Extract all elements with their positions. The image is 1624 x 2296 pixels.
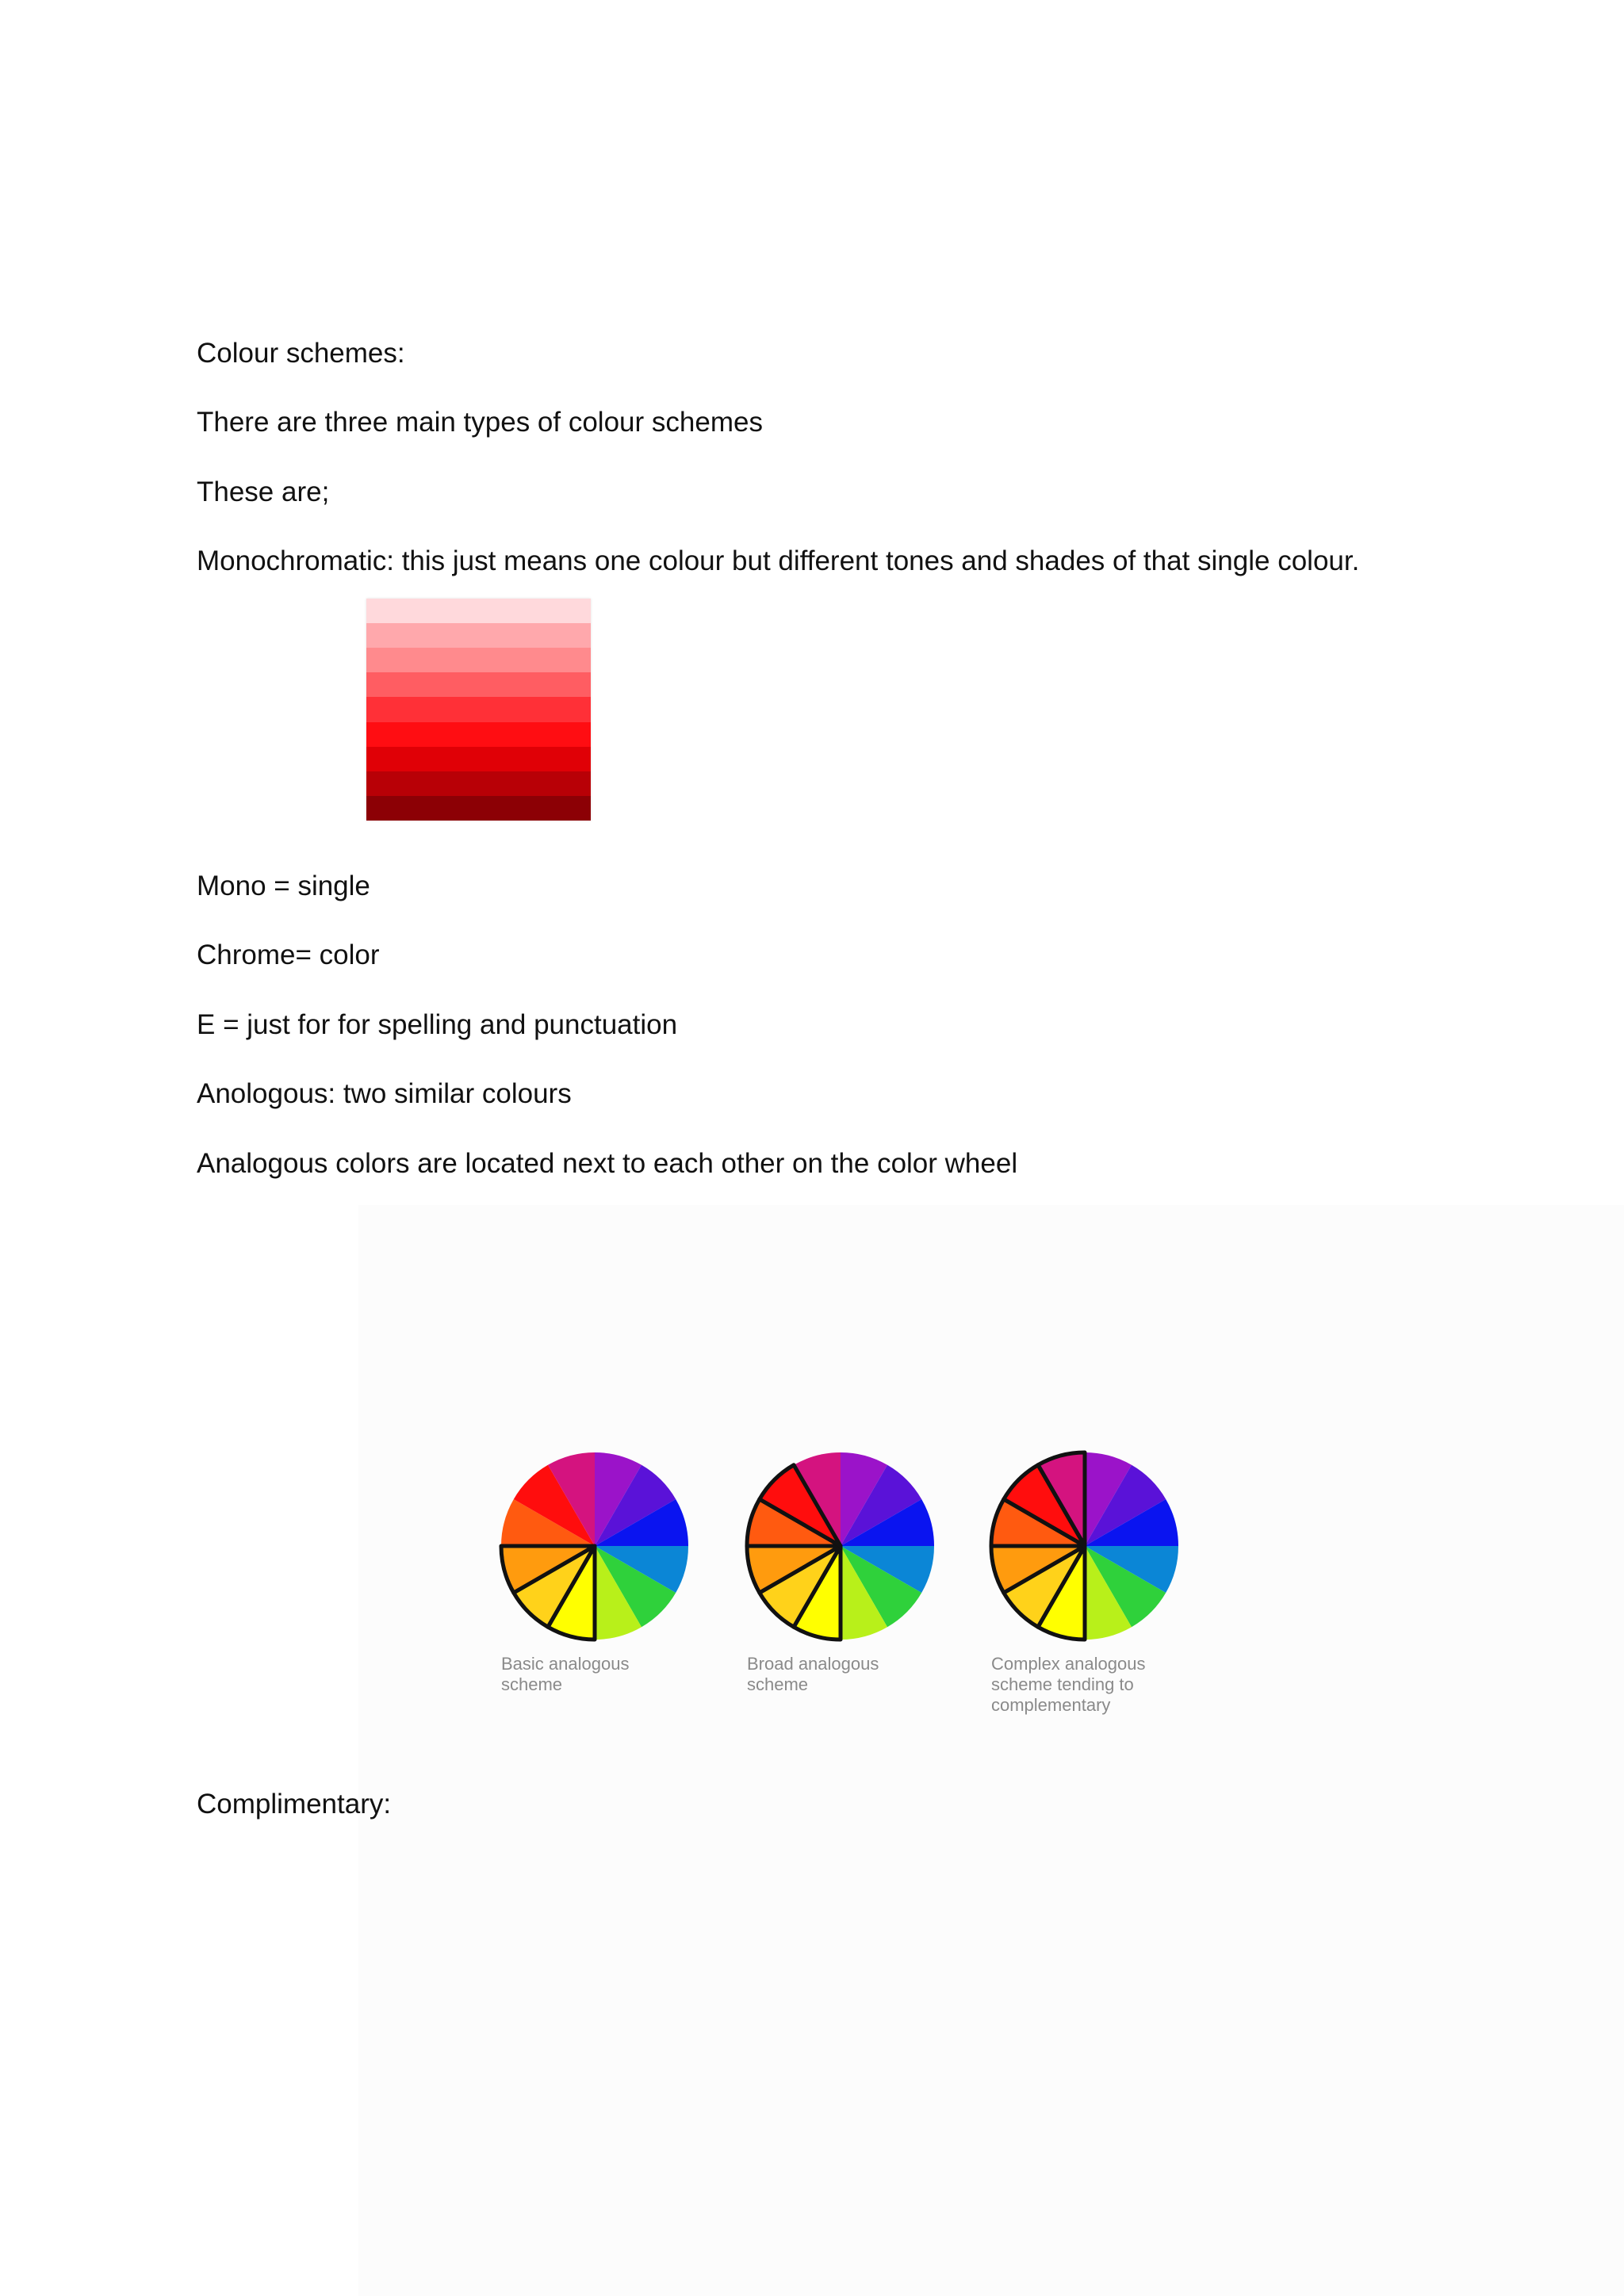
color-wheel xyxy=(737,1443,944,1649)
analogous-text: Anologous: two similar colours xyxy=(197,1078,572,1109)
complimentary-text: Complimentary: xyxy=(197,1789,392,1820)
intro-text: There are three main types of colour schemes xyxy=(197,407,763,438)
wheel-caption xyxy=(747,1654,929,1695)
caption-line: Complex analogous xyxy=(991,1654,1146,1674)
broad-analogous-wheel xyxy=(737,1443,944,1695)
caption-line: scheme tending to xyxy=(991,1674,1134,1694)
caption-line: scheme xyxy=(501,1674,563,1694)
section-heading: Colour schemes: xyxy=(197,338,405,369)
monochromatic-text: Monochromatic: this just means one colour but different tones and shades of that single colour. xyxy=(197,545,1360,576)
e-definition: E = just for for spelling and punctuation xyxy=(197,1009,678,1040)
these-are-text: These are; xyxy=(197,476,330,507)
caption-line: Basic analogous xyxy=(501,1654,630,1674)
swatch-band xyxy=(366,648,591,672)
basic-analogous-wheel xyxy=(492,1443,698,1695)
wheel-caption xyxy=(501,1654,684,1695)
caption-line: Broad analogous xyxy=(747,1654,879,1674)
swatch-band xyxy=(366,771,591,796)
image-background xyxy=(358,1205,1624,2296)
swatch-band xyxy=(366,747,591,771)
swatch-band xyxy=(366,672,591,697)
wheel-caption xyxy=(991,1654,1174,1716)
swatch-band xyxy=(366,623,591,648)
color-wheel xyxy=(982,1443,1188,1649)
analogous-description: Analogous colors are located next to each other on the color wheel xyxy=(197,1148,1018,1179)
color-wheel xyxy=(492,1443,698,1649)
color-wheels-image xyxy=(492,1443,1189,1736)
caption-line: scheme xyxy=(747,1674,809,1694)
caption-line: complementary xyxy=(991,1695,1111,1715)
swatch-band xyxy=(366,722,591,747)
monochrome-swatch-image xyxy=(366,599,591,821)
mono-definition: Mono = single xyxy=(197,871,370,901)
chrome-definition: Chrome= color xyxy=(197,939,380,970)
swatch-band xyxy=(366,697,591,721)
complex-analogous-wheel xyxy=(982,1443,1188,1716)
swatch-band xyxy=(366,796,591,821)
swatch-band xyxy=(366,599,591,623)
